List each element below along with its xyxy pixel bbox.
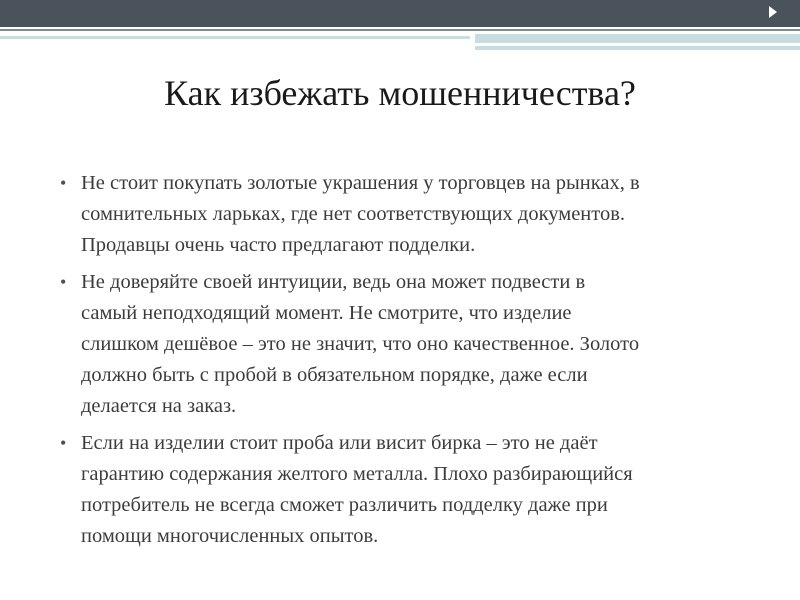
text-line: сомнительных ларьках, где нет соответствующих документов. [81,203,626,225]
text-line: делается на заказ. [81,395,237,417]
text-line: Не стоит покупать золотые украшения у торговцев на рынках, в [81,172,640,194]
bullet-dot-icon: • [60,173,67,193]
bullet-dot-icon: • [60,272,67,292]
header-band [0,0,800,27]
play-triangle-icon [769,6,777,18]
decorative-accent-bar [475,34,800,43]
text-line: Не доверяйте своей интуиции, ведь она может подвести в [81,271,586,293]
text-line: должно быть с пробой в обязательном порядке, даже если [81,364,588,386]
decorative-accent-bar-lower [475,46,800,50]
header-rule [0,29,800,31]
text-line: помощи многочисленных опытов. [81,525,379,547]
bullet-item [60,428,780,552]
bullet-dot-icon: • [60,433,67,453]
text-line: гарантию содержания желтого металла. Плохо разбирающийся [81,463,633,485]
bullet-text [81,168,780,261]
text-line: Продавцы очень часто предлагают подделки. [81,234,476,256]
bullet-item [60,267,780,422]
slide-title: Как избежать мошенничества? [164,73,636,113]
bullet-text [81,267,780,422]
bullet-text [81,428,780,552]
text-line: Если на изделии стоит проба или висит бирка – это не даёт [81,432,598,454]
bullet-list [60,168,780,558]
bullet-item [60,168,780,261]
text-line: потребитель не всегда сможет различить подделку даже при [81,494,608,516]
decorative-thin-stripe [0,36,470,39]
text-line: слишком дешёвое – это не значит, что оно качественное. Золото [81,333,640,355]
text-line: самый неподходящий момент. Не смотрите, что изделие [81,302,572,324]
